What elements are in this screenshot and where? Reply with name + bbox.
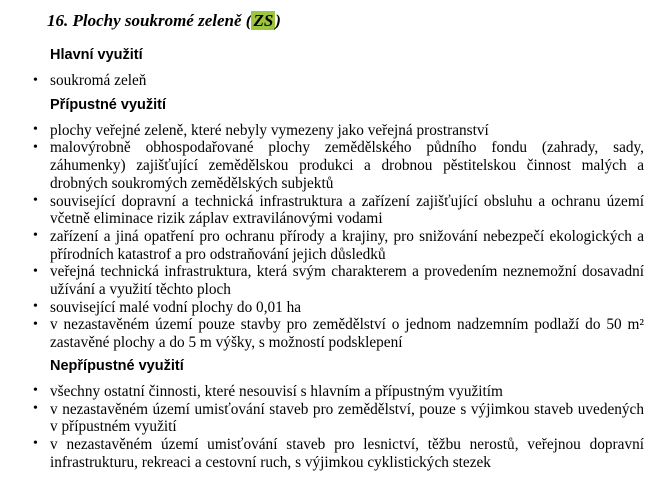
section-hlavni-vyuziti — [33, 47, 644, 90]
bullet-icon: • — [33, 228, 38, 244]
list-item — [33, 382, 644, 401]
bullet-icon: • — [33, 401, 38, 417]
bullet-list — [33, 72, 644, 90]
list-item-text: v nezastavěném území pouze stavby pro zemědělství o jednom nadzemním podlaží do 50 m² zastavěné plochy a do 5 m výšky, s možností podsklepení — [50, 316, 644, 352]
section-heading: Hlavní využití — [50, 47, 143, 63]
list-item — [33, 263, 644, 299]
section-heading: Nepřípustné využití — [50, 357, 184, 374]
bullet-list — [33, 121, 644, 352]
title-suffix: ) — [275, 11, 281, 30]
list-item-text: soukromá zeleň — [50, 72, 147, 89]
list-item-text: zařízení a jiná opatření pro ochranu přírody a krajiny, pro snižování nebezpečí ekologických a přírodních katastrof a pro odstraňování jejich důsledků — [50, 227, 644, 263]
section-heading: Přípustné využití — [50, 96, 167, 113]
list-item-text: všechny ostatní činnosti, které nesouvisí s hlavním a přípustným využitím — [50, 382, 503, 400]
page-title — [47, 10, 644, 31]
list-item — [33, 227, 644, 263]
title-text: 16. Plochy soukromé zeleně ( — [47, 11, 252, 30]
bullet-icon: • — [33, 436, 38, 452]
zone-code-highlight: ZS — [253, 11, 274, 30]
list-item — [33, 400, 644, 436]
bullet-icon: • — [33, 122, 38, 138]
list-item — [33, 192, 644, 228]
list-item — [33, 298, 644, 317]
list-item-text: veřejná technická infrastruktura, která svým charakterem a provedením neznemožní dosavadní užívání a využití těchto ploch — [50, 263, 644, 299]
list-item — [33, 121, 644, 140]
list-item-text: plochy veřejné zeleně, které nebyly vymezeny jako veřejná prostranství — [50, 121, 489, 139]
bullet-icon: • — [33, 316, 38, 332]
list-item — [33, 316, 644, 352]
bullet-icon: • — [33, 72, 38, 88]
bullet-icon: • — [33, 193, 38, 209]
list-item-text: malovýrobně obhospodařované plochy zemědělského půdního fondu (zahrady, sady, záhumenky) zajišťující zemědělskou produkci a drobnou pěstitelskou činnost malých a drobných soukromých zemědělských subjektů — [50, 139, 644, 192]
bullet-icon: • — [33, 299, 38, 315]
list-item — [33, 139, 644, 192]
list-item-text: související malé vodní plochy do 0,01 ha — [50, 298, 302, 316]
bullet-list — [33, 382, 644, 472]
list-item — [33, 435, 644, 471]
list-item — [33, 72, 644, 90]
bullet-icon: • — [33, 263, 38, 279]
section-nepripustne-vyuziti — [33, 357, 644, 472]
section-pripustne-vyuziti — [33, 96, 644, 352]
bullet-icon: • — [33, 383, 38, 399]
list-item-text: související dopravní a technická infrastruktura a zařízení zajišťující obsluhu a ochranu území včetně eliminace rizik záplav extravilánovými vodami — [50, 192, 644, 228]
list-item-text: v nezastavěném území umisťování staveb pro zemědělství, pouze s výjimkou staveb uvedených v přípustném využití — [50, 400, 644, 436]
bullet-icon: • — [33, 139, 38, 155]
list-item-text: v nezastavěném území umisťování staveb pro lesnictví, těžbu nerostů, veřejnou dopravní infrastrukturu, rekreaci a cestovní ruch, s výjimkou cyklistických stezek — [50, 435, 644, 471]
